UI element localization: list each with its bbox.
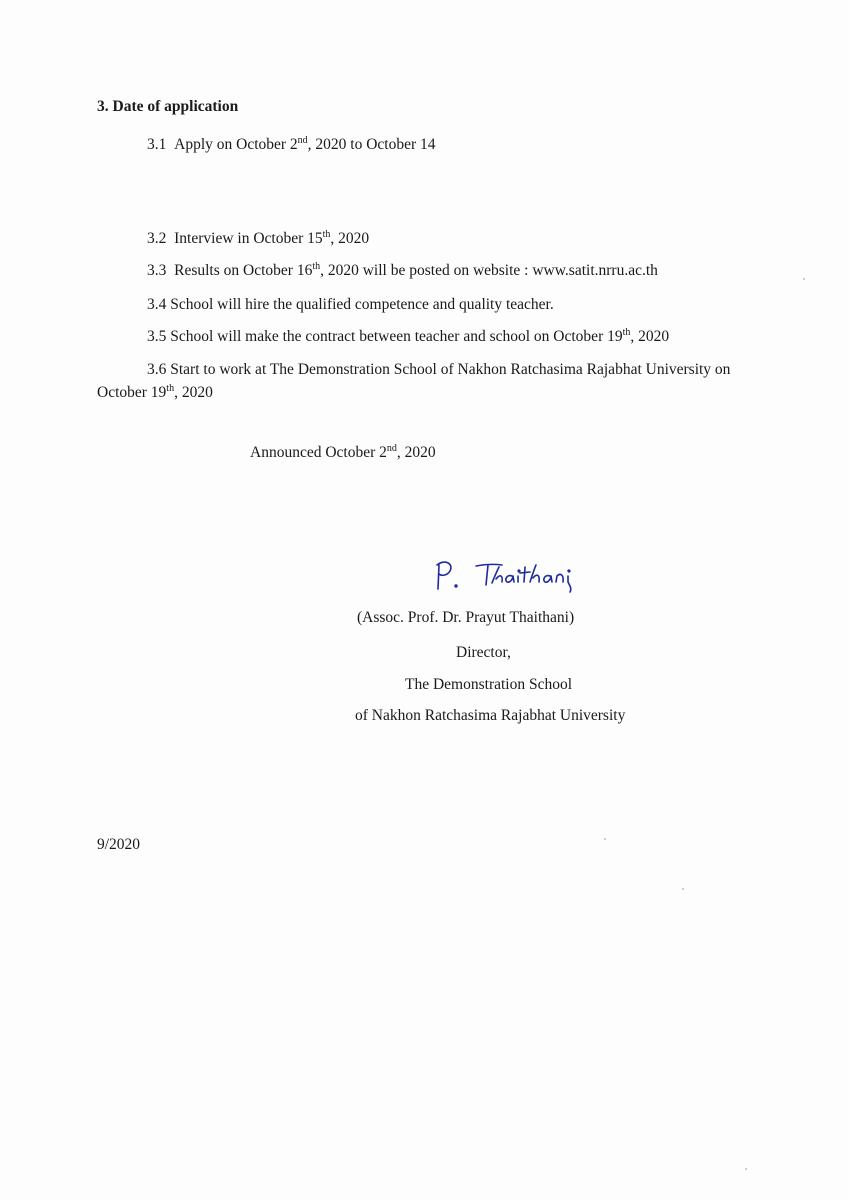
item-3-3: 3.3 Results on October 16th, 2020 will be posted on website : www.satit.nrru.ac.th [147, 261, 658, 279]
item-3-6: 3.6 Start to work at The Demonstration School of Nakhon Ratchasima Rajabhat University on October 19th, 2020 [97, 361, 731, 401]
scan-speck [682, 888, 684, 890]
item-3-5: 3.5 School will make the contract between teacher and school on October 19th, 2020 [147, 327, 670, 345]
scan-speck [745, 1168, 747, 1170]
section-heading: 3. Date of application [97, 98, 239, 115]
signatory-org-line-1: The Demonstration School [405, 676, 573, 693]
scan-speck [803, 278, 805, 280]
item-number: 3.3 [147, 262, 167, 279]
item-3-1: 3.1 Apply on October 2nd, 2020 to October 14 [147, 135, 436, 153]
item-3-2: 3.2 Interview in October 15th, 2020 [147, 229, 370, 247]
announcement-date: Announced October 2nd, 2020 [250, 443, 436, 461]
signatory-title: Director, [456, 644, 511, 661]
footer-code: 9/2020 [97, 836, 141, 853]
item-number: 3.4 [147, 296, 167, 313]
item-3-4: 3.4 School will hire the qualified competence and quality teacher. [147, 296, 554, 313]
item-number: 3.1 [147, 136, 167, 153]
scan-speck [604, 838, 606, 840]
item-number: 3.6 [147, 361, 167, 378]
item-number: 3.5 [147, 328, 167, 345]
signatory-org-line-2: of Nakhon Ratchasima Rajabhat University [355, 707, 626, 724]
signatory-name: (Assoc. Prof. Dr. Prayut Thaithani) [357, 609, 575, 626]
item-number: 3.2 [147, 230, 167, 247]
handwritten-signature [430, 555, 600, 595]
